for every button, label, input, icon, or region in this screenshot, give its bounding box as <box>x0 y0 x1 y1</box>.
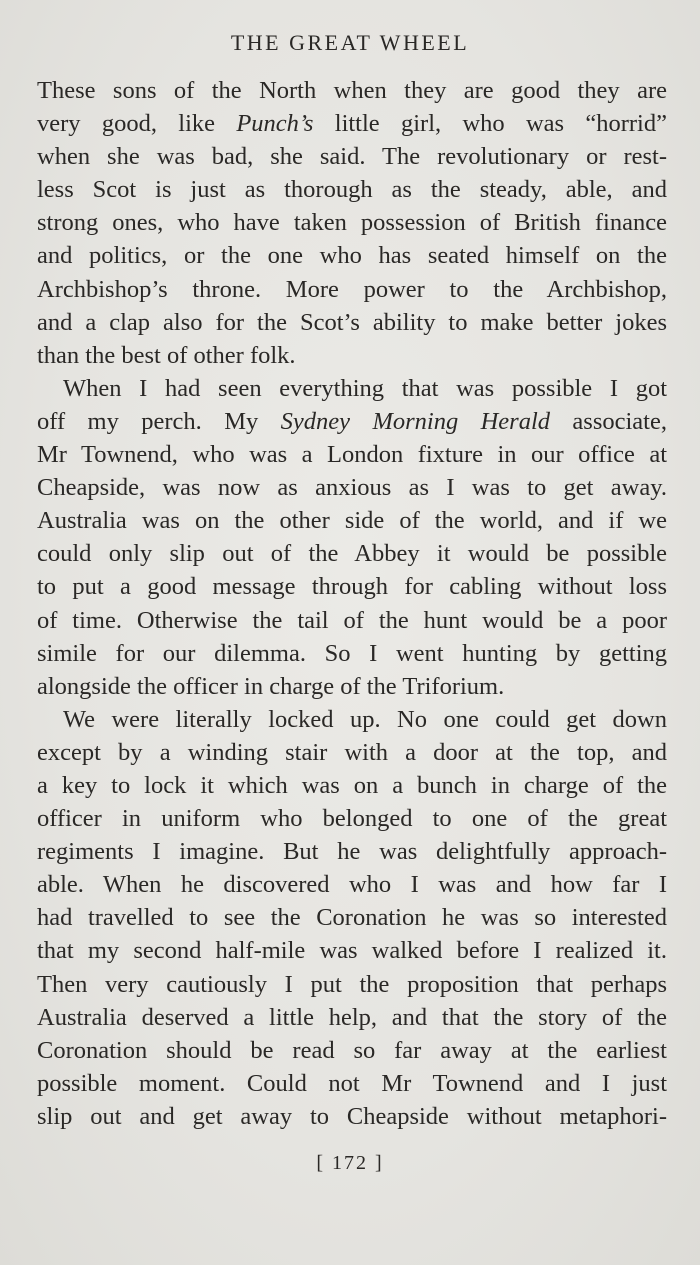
text-line: slip out and get away to Cheapside without metaphori- <box>37 1102 667 1130</box>
text-line: Cheapside, was now as anxious as I was to get away. <box>37 474 667 502</box>
text-line: possible moment. Could not Mr Townend and I just <box>37 1069 667 1097</box>
italic-title: Sydney Morning Herald <box>280 407 551 435</box>
text-line: officer in uniform who belonged to one of the great <box>37 805 667 833</box>
text-line: Australia was on the other side of the world, and if we <box>37 507 667 535</box>
text-line: could only slip out of the Abbey it would be possible <box>37 540 667 568</box>
text-line: a key to lock it which was on a bunch in charge of the <box>37 771 667 799</box>
text-line: except by a winding stair with a door at the top, and <box>37 738 667 766</box>
text-line: regiments I imagine. But he was delightfully approach- <box>37 838 667 866</box>
text-line: Then very cautiously I put the proposition that perhaps <box>37 970 667 998</box>
text-line: very good, like Punch’s little girl, who was “horrid” <box>37 110 667 138</box>
body-text <box>37 74 667 1133</box>
text-line: able. When he discovered who I was and how far I <box>37 871 667 899</box>
text-line: strong ones, who have taken possession of British finance <box>37 209 667 237</box>
text-line: and a clap also for the Scot’s ability to make better jokes <box>37 308 667 336</box>
text-line: that my second half-mile was walked before I realized it. <box>37 937 667 965</box>
text-line: When I had seen everything that was possible I got <box>63 374 667 402</box>
text-line: when she was bad, she said. The revolutionary or rest- <box>37 143 667 171</box>
running-head: THE GREAT WHEEL <box>230 30 470 55</box>
text-line: We were literally locked up. No one could get down <box>63 705 667 733</box>
text-line: Australia deserved a little help, and that the story of the <box>37 1003 667 1031</box>
text-line: Mr Townend, who was a London fixture in our office at <box>37 441 667 469</box>
text-line: alongside the officer in charge of the Triforium. <box>37 672 505 700</box>
text-line: off my perch. My Sydney Morning Herald associate, <box>37 407 667 435</box>
text-line: simile for our dilemma. So I went hunting by getting <box>37 639 667 667</box>
text-line: These sons of the North when they are good they are <box>37 77 667 104</box>
text-line: had travelled to see the Coronation he was so interested <box>37 904 667 932</box>
text-line: Archbishop’s throne. More power to the Archbishop, <box>37 275 667 303</box>
text-line: and politics, or the one who has seated himself on the <box>37 242 667 270</box>
text-line: Coronation should be read so far away at the earliest <box>37 1036 667 1064</box>
italic-title: Punch’s <box>236 110 314 138</box>
text-line: than the best of other folk. <box>37 341 296 369</box>
page-number: [ 172 ] <box>316 1152 384 1174</box>
text-line: less Scot is just as thorough as the steady, able, and <box>37 176 667 204</box>
text-line: to put a good message through for cabling without loss <box>37 573 667 601</box>
text-line: of time. Otherwise the tail of the hunt would be a poor <box>37 606 667 634</box>
